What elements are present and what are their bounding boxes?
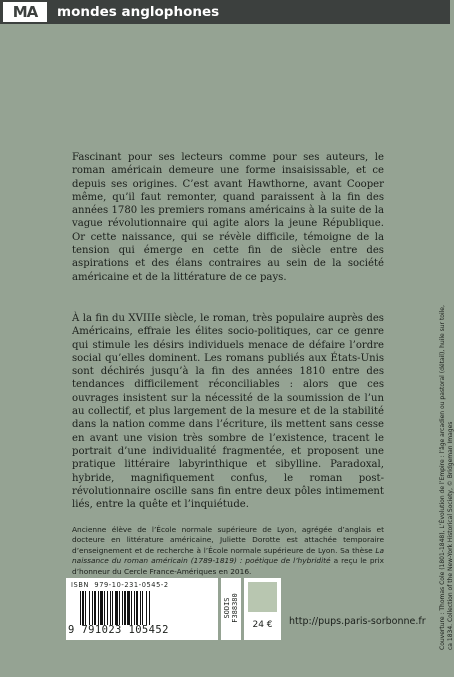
bio-text-start: Ancienne élève de l’École normale supérieure de Lyon, agrégée d’anglais et docteure en littérature américaine, Juliette Dorotte est attachée temporaire d’enseignement et de recherche à l’École normale supérieure de Lyon. Sa thèse bbox=[72, 525, 384, 555]
barcode-bars bbox=[80, 591, 210, 625]
isbn-number: 979-10-231-0545-2 bbox=[94, 581, 169, 589]
barcode-digits: 9 791023 105452 bbox=[68, 624, 169, 636]
cover-credit: Couverture : Thomas Cole (1801-1848), L’Évolution de l’Empire : l’âge arcadien ou pastoral (détail), huile sur toile, ca 1834. Collection of the New-York Historical Society, © Bridgeman Images bbox=[439, 305, 454, 650]
blurb-paragraph-1: Fascinant pour ses lecteurs comme pour ses auteurs, le roman américain demeure une forme insaisissable, et ce depuis ses origines. C’est avant Hawthorne, avant Cooper même, qu’il faut remonter, quand paraissent à la fin des années 1780 les premiers romans américains à la suite de la vague révolutionnaire qui agite alors la jeune République. Or cette naissance, qui se révèle difficile, témoigne de la tension qui émerge en cette fin de siècle entre des aspirations et des élans contraires au sein de la société américaine et de la littérature de ce pays. bbox=[72, 152, 384, 283]
blurb-paragraph-2: À la fin du XVIIIe siècle, le roman, très populaire auprès des Américains, effraie les élites socio-politiques, car ce genre qui stimule les désirs individuels menace de défaire l’ordre social qu’elles dominent. Les romans publiés aux États-Unis sont déchirés jusqu’à la fin des années 1810 entre des tendances difficilement réconciliables : alors que ces ouvrages insistent sur la nécessité de la soumission de l’un au collectif, et plus largement de la mesure et de la stabilité dans la nation comme dans l’écriture, ils mettent sans cesse en avant une vision très sombre de l’existence, tracent le portrait d’une individualité fragmentée, et proposent une pratique littéraire labyrinthique et sibylline. Paradoxal, hybride, magnifiquement confus, le roman post-révolutionnaire oscille sans fin entre deux pôles intimement liés, entre la quête et l’inquiétude. bbox=[72, 313, 384, 511]
isbn-label: ISBN bbox=[71, 581, 89, 589]
sodis-number: F388380 bbox=[231, 593, 239, 623]
sodis-label: SODIS bbox=[223, 597, 231, 619]
bio-text-end: a reçu le prix d’honneur du Cercle France-Amériques en 2016. bbox=[72, 556, 384, 576]
publisher-logo: MA bbox=[3, 2, 47, 22]
sodis-code bbox=[223, 580, 239, 636]
price-box bbox=[244, 578, 281, 640]
barcode-bar bbox=[150, 591, 151, 625]
barcode-box bbox=[66, 578, 218, 640]
series-header-bar bbox=[0, 0, 450, 24]
author-bio bbox=[72, 525, 384, 577]
sodis-box bbox=[221, 578, 241, 640]
series-title: mondes anglophones bbox=[57, 4, 220, 20]
thesis-title: La naissance du roman américain (1789-1819) : poétique de l’hybridité bbox=[72, 545, 384, 566]
price-color-swatch bbox=[248, 582, 277, 612]
publisher-url: http://pups.paris-sorbonne.fr bbox=[289, 616, 426, 627]
price: 24 € bbox=[252, 620, 273, 630]
isbn-line bbox=[71, 581, 169, 589]
